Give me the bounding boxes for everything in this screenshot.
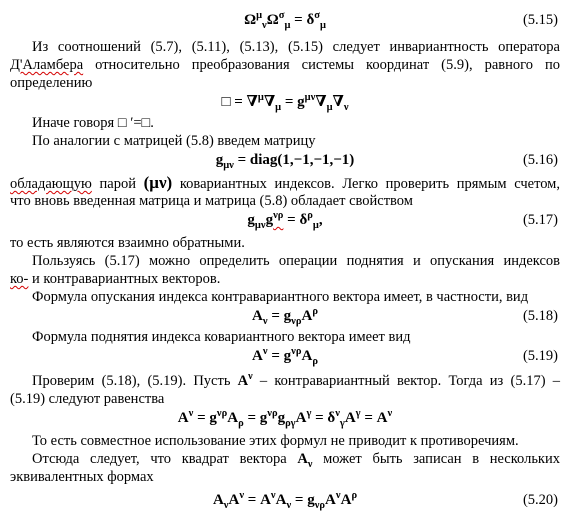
paragraph-line: то есть являются взаимно обратными.: [10, 235, 245, 251]
equation-number: (5.15): [522, 12, 558, 28]
text-span: парой: [91, 176, 144, 192]
equation-5-19: [0, 346, 570, 366]
equation-expr: $A^\nu = g^{\nu\rho}A_\rho = g^{\nu\rho}g_{\rho\gamma}A^\gamma = \delta^\nu_\gamma A^\gamma = A^\nu$: [177, 408, 393, 429]
spellcheck-word: ко-: [10, 271, 29, 287]
equation-5-15: [0, 10, 570, 30]
text-span: Отсюда следует, что квадрат вектора: [32, 451, 298, 467]
equation-number: (5.17): [522, 212, 558, 228]
equation-expr: $A_\nu = g_{\nu\rho}A^\rho$: [252, 306, 318, 327]
text-span: ковариантных индексов. Легко проверить прямым счетом,: [172, 176, 560, 192]
paragraph-line: Отсюда следует, что квадрат вектора $A_\nu$ может быть записан в нескольких: [32, 451, 560, 470]
spellcheck-word: Д'Аламбера: [10, 57, 84, 73]
equation-expr: $g_{\mu\nu}g^{\nu\rho} = \delta^\rho_\mu$,: [247, 210, 323, 231]
paragraph-line: То есть совместное использование этих формул не приводит к противоречиям.: [32, 433, 519, 449]
paragraph-line: Пользуясь (5.17) можно определить операции поднятия и опускания индексов: [32, 253, 560, 269]
index-pair: (μν): [143, 173, 173, 192]
paragraph-line: По аналогии с матрицей (5.8) введем матрицу: [32, 133, 316, 149]
equation-number: (5.18): [522, 308, 558, 324]
paragraph-line: [10, 56, 560, 74]
equation-5-18: [0, 306, 570, 326]
equation-expr: $g_{\mu\nu}$ = diag(1,−1,−1,−1): [215, 152, 355, 171]
equation-expr: □ = $\nabla^\mu\nabla_\mu = g^{\mu\nu}\nabla_\mu\nabla_\nu$: [221, 92, 349, 113]
equation-number: (5.19): [522, 348, 558, 364]
equation-number: (5.16): [522, 152, 558, 168]
text-span: Проверим (5.18), (5.19). Пусть: [32, 373, 238, 389]
equation-number: (5.20): [522, 492, 558, 508]
paragraph-line: [10, 174, 560, 193]
equation-5-20: [0, 490, 570, 510]
equation-expr: $\Omega^\mu_\nu\Omega^\sigma_\mu = \delta^\sigma_\mu$: [244, 10, 326, 31]
paragraph-line: что вновь введенная матрица и матрица (5.8) обладает свойством: [10, 193, 413, 209]
equation-5-16: [0, 150, 570, 170]
paragraph-line: [10, 270, 560, 288]
text-span: может быть записан в нескольких: [312, 451, 560, 467]
equation-chain: [0, 408, 570, 428]
equation-5-17: [0, 210, 570, 230]
paragraph-line: Формула опускания индекса контравариантного вектора имеет, в частности, вид: [32, 289, 529, 305]
equation-expr: $A_\nu A^\nu = A^\nu A_\nu = g_{\nu\rho}A^\nu A^\rho$: [212, 490, 358, 511]
paragraph-line: Из соотношений (5.7), (5.11), (5.13), (5.15) следует инвариантность оператора: [32, 39, 560, 55]
text-span: – контравариантный вектор. Тогда из (5.17) –: [252, 373, 561, 389]
spellcheck-word: обладающую: [10, 176, 92, 192]
paragraph-line: Иначе говоря □ ′=□.: [32, 115, 154, 131]
text-span: и контравариантных векторов.: [28, 271, 221, 287]
paragraph-line: определению: [10, 75, 93, 91]
equation-expr: $A^\nu = g^{\nu\rho}A_\rho$: [252, 346, 318, 367]
paragraph-line: эквивалентных формах: [10, 469, 154, 485]
paragraph-line: Формула поднятия индекса ковариантного вектора имеет вид: [32, 329, 411, 345]
equation-dalambert: [0, 92, 570, 112]
text-span: относительно преобразования системы координат (5.9), равного по: [83, 57, 560, 73]
paragraph-line: (5.19) следуют равенства: [10, 391, 165, 407]
paragraph-line: Проверим (5.18), (5.19). Пусть $A^\nu$ – контравариантный вектор. Тогда из (5.17) –: [32, 371, 561, 389]
